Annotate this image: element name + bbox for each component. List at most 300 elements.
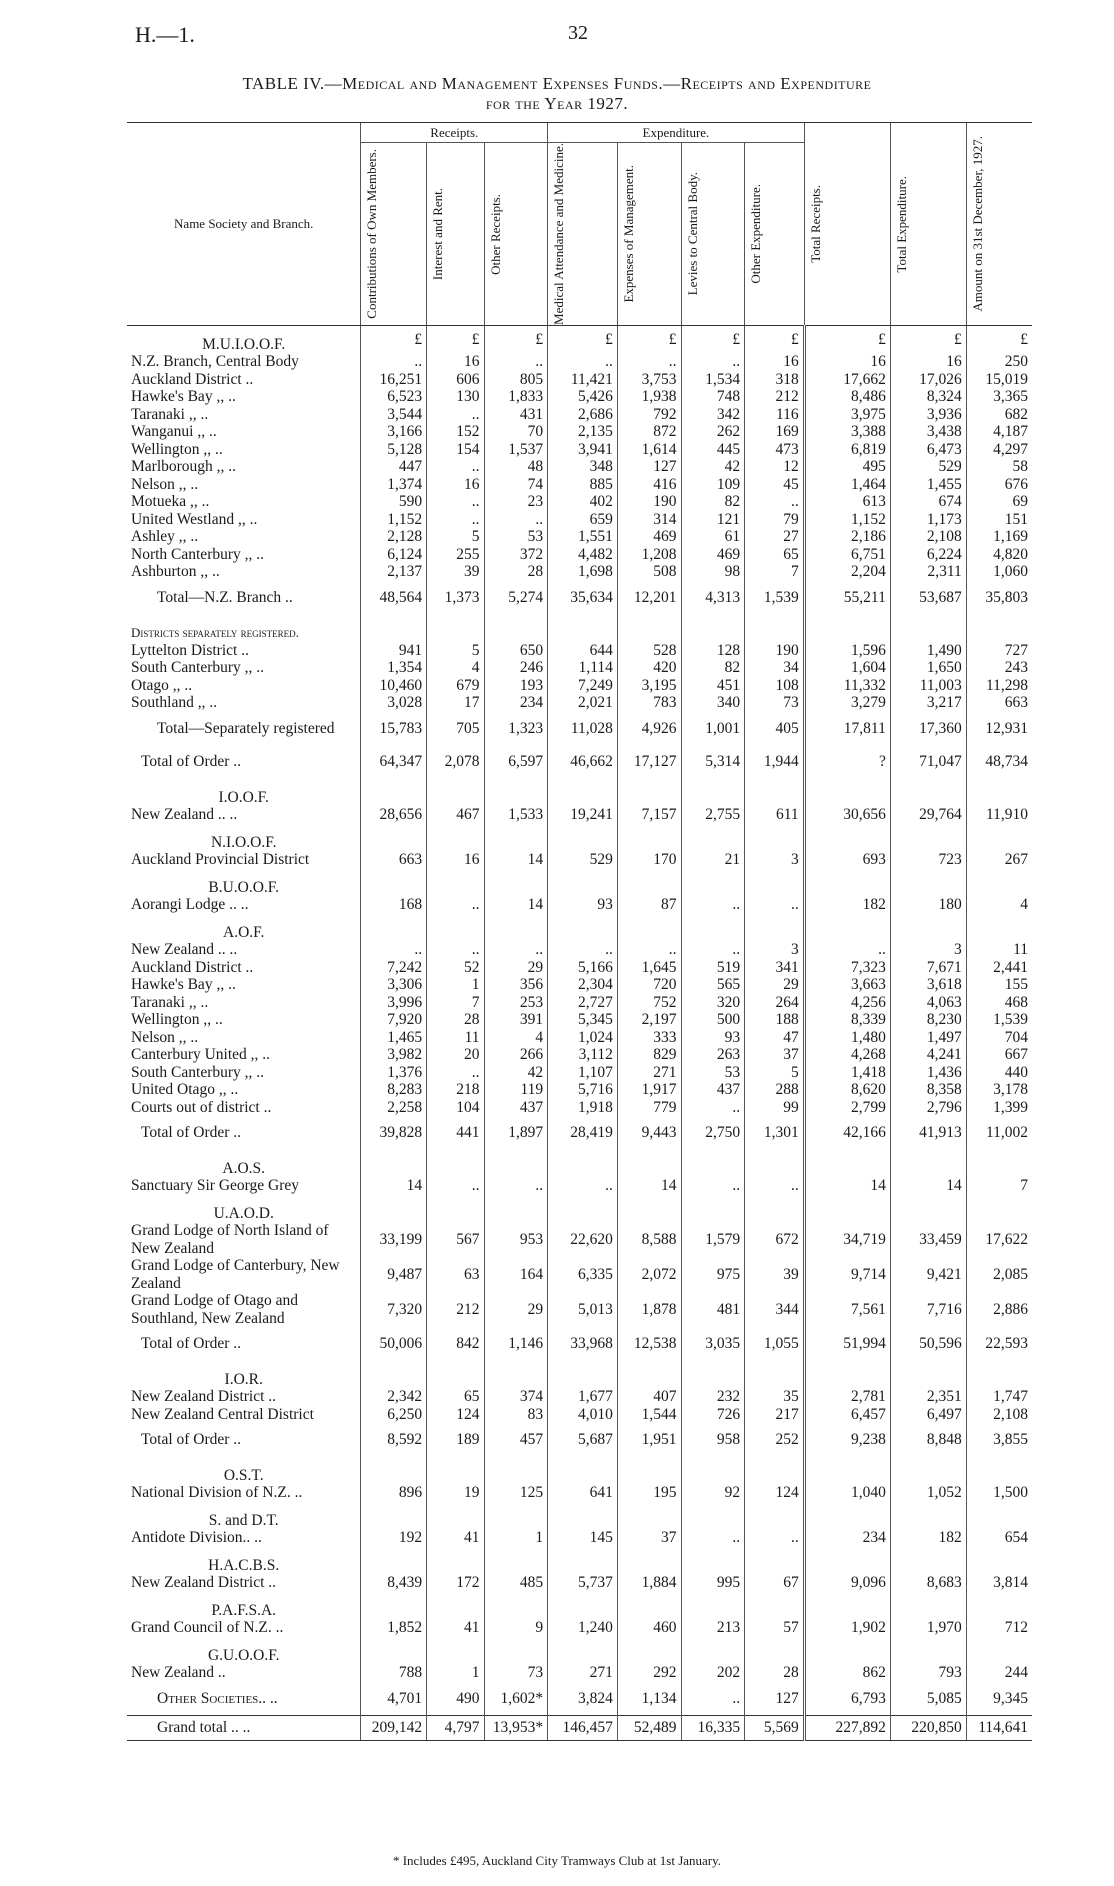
row-label: Total—N.Z. Branch .. — [157, 588, 293, 606]
cell-col-6: 469 — [681, 546, 745, 564]
cell-col-4: 5,426 — [548, 388, 618, 406]
cell-col-8: 6,793 — [804, 1682, 890, 1716]
cell-col-10: 4,820 — [966, 546, 1032, 564]
row-label: Canterbury United ,, .. — [131, 1046, 271, 1064]
cell-col-2: 19 — [427, 1484, 484, 1502]
cell-col-8: 2,186 — [804, 528, 890, 546]
cell-col-8: 2,799 — [804, 1099, 890, 1117]
cell-col-3: 74 — [484, 476, 548, 494]
col-interest-rent: Interest and Rent. — [430, 187, 446, 280]
cell-col-7: 188 — [745, 1011, 805, 1029]
cell-col-8: 16 — [804, 353, 890, 371]
cell-col-8: 9,096 — [804, 1574, 890, 1592]
cell-col-8 — [804, 1547, 890, 1575]
cell-col-8 — [804, 914, 890, 942]
cell-col-6 — [681, 1195, 745, 1223]
cell-col-9: 182 — [890, 1529, 966, 1547]
cell-col-3: 356 — [484, 976, 548, 994]
cell-col-9 — [890, 914, 966, 942]
cell-col-4: 5,687 — [548, 1423, 618, 1457]
cell-col-9: 1,497 — [890, 1029, 966, 1047]
group-heading-row — [127, 1195, 1032, 1223]
cell-col-2: 152 — [427, 423, 484, 441]
cell-col-4: £ — [548, 325, 618, 353]
cell-col-10 — [966, 824, 1032, 852]
cell-col-2 — [427, 1502, 484, 1530]
row-label: Motueka ,, .. — [131, 493, 210, 511]
cell-col-1: 2,258 — [361, 1099, 427, 1117]
cell-col-9: £ — [890, 325, 966, 353]
cell-col-6: 202 — [681, 1664, 745, 1682]
cell-col-10: 440 — [966, 1064, 1032, 1082]
row-label: Grand Lodge of North Island of New Zealand — [131, 1222, 329, 1257]
cell-col-7: 99 — [745, 1099, 805, 1117]
cell-col-2: 5 — [427, 642, 484, 660]
cell-col-7: 405 — [745, 712, 805, 746]
cell-col-2 — [427, 1637, 484, 1665]
row-label: A.O.S. — [222, 1159, 266, 1177]
cell-col-5: 292 — [617, 1664, 681, 1682]
cell-col-9: 674 — [890, 493, 966, 511]
cell-col-6: 61 — [681, 528, 745, 546]
total-row — [127, 1716, 1032, 1741]
cell-col-2: 63 — [427, 1257, 484, 1292]
cell-col-2: 7 — [427, 994, 484, 1012]
cell-col-5: 416 — [617, 476, 681, 494]
cell-col-5: 12,201 — [617, 581, 681, 615]
cell-col-6: 5,314 — [681, 745, 745, 779]
cell-col-7: 5,569 — [745, 1716, 805, 1741]
cell-col-3: 391 — [484, 1011, 548, 1029]
group-heading-row — [127, 1150, 1032, 1178]
cell-col-5: 37 — [617, 1529, 681, 1547]
cell-col-5: 1,917 — [617, 1081, 681, 1099]
cell-col-9: 50,596 — [890, 1327, 966, 1361]
cell-col-5 — [617, 779, 681, 807]
group-heading-row — [127, 1457, 1032, 1485]
cell-col-6: 995 — [681, 1574, 745, 1592]
cell-col-3 — [484, 1547, 548, 1575]
cell-col-10: 11,910 — [966, 806, 1032, 824]
cell-col-7: 1,944 — [745, 745, 805, 779]
cell-col-6 — [681, 1457, 745, 1485]
cell-col-2: .. — [427, 458, 484, 476]
row-label: Grand total .. .. — [127, 1716, 361, 1741]
cell-col-9 — [890, 869, 966, 897]
cell-col-6: .. — [681, 941, 745, 959]
cell-col-2: 172 — [427, 1574, 484, 1592]
row-label: Nelson ,, .. — [131, 475, 199, 493]
cell-col-4: 2,135 — [548, 423, 618, 441]
cell-col-2: .. — [427, 896, 484, 914]
cell-col-2: 104 — [427, 1099, 484, 1117]
cell-col-10: 4,297 — [966, 441, 1032, 459]
cell-col-7: 124 — [745, 1484, 805, 1502]
cell-col-1: 3,544 — [361, 406, 427, 424]
table-row — [127, 1011, 1032, 1029]
cell-col-2: 606 — [427, 371, 484, 389]
cell-col-6: 1,534 — [681, 371, 745, 389]
cell-col-3: 437 — [484, 1099, 548, 1117]
cell-col-9: 2,311 — [890, 563, 966, 581]
table-row — [127, 959, 1032, 977]
cell-col-6: 98 — [681, 563, 745, 581]
cell-col-4: 1,918 — [548, 1099, 618, 1117]
cell-col-10: 250 — [966, 353, 1032, 371]
cell-col-1: 10,460 — [361, 677, 427, 695]
cell-col-4: .. — [548, 353, 618, 371]
cell-col-1: 663 — [361, 851, 427, 869]
cell-col-6: 262 — [681, 423, 745, 441]
group-heading-row — [127, 914, 1032, 942]
cell-col-9 — [890, 824, 966, 852]
cell-col-5: 87 — [617, 896, 681, 914]
cell-col-3: £ — [484, 325, 548, 353]
cell-col-5: 752 — [617, 994, 681, 1012]
cell-col-4: 402 — [548, 493, 618, 511]
row-label: O.S.T. — [223, 1466, 264, 1484]
table-row — [127, 1574, 1032, 1592]
table-row — [127, 1222, 1032, 1257]
cell-col-2: 41 — [427, 1529, 484, 1547]
cell-col-6: 748 — [681, 388, 745, 406]
cell-col-10: 9,345 — [966, 1682, 1032, 1716]
table-row — [127, 1081, 1032, 1099]
cell-col-10: 4 — [966, 896, 1032, 914]
cell-col-7: 34 — [745, 659, 805, 677]
cell-col-6: 445 — [681, 441, 745, 459]
cell-col-3: .. — [484, 511, 548, 529]
cell-col-1: .. — [361, 941, 427, 959]
cell-col-1 — [361, 779, 427, 807]
cell-col-10: 663 — [966, 694, 1032, 712]
cell-col-10: 1,169 — [966, 528, 1032, 546]
cell-col-7: 47 — [745, 1029, 805, 1047]
cell-col-5: .. — [617, 353, 681, 371]
cell-col-1: 168 — [361, 896, 427, 914]
cell-col-7: 264 — [745, 994, 805, 1012]
cell-col-2: 212 — [427, 1292, 484, 1327]
cell-col-8: 3,975 — [804, 406, 890, 424]
cell-col-9: 6,224 — [890, 546, 966, 564]
col-contributions: Contributions of Own Members. — [364, 149, 380, 319]
cell-col-7 — [745, 824, 805, 852]
cell-col-5: 1,878 — [617, 1292, 681, 1327]
cell-col-5: 7,157 — [617, 806, 681, 824]
cell-col-3: 42 — [484, 1064, 548, 1082]
cell-col-9: 9,421 — [890, 1257, 966, 1292]
cell-col-4: 11,028 — [548, 712, 618, 746]
cell-col-8: 7,323 — [804, 959, 890, 977]
cell-col-5: 52,489 — [617, 1716, 681, 1741]
cell-col-7: 57 — [745, 1619, 805, 1637]
cell-col-3: 246 — [484, 659, 548, 677]
cell-col-10: 17,622 — [966, 1222, 1032, 1257]
cell-col-10: 2,085 — [966, 1257, 1032, 1292]
cell-col-2: 130 — [427, 388, 484, 406]
row-label: Auckland District .. — [131, 370, 254, 388]
cell-col-9: 53,687 — [890, 581, 966, 615]
table-row — [127, 511, 1032, 529]
cell-col-5: 460 — [617, 1619, 681, 1637]
cell-col-2 — [427, 1457, 484, 1485]
col-name-header: Name Society and Branch. — [127, 123, 361, 326]
cell-col-7: 341 — [745, 959, 805, 977]
cell-col-4 — [548, 1502, 618, 1530]
cell-col-6: 21 — [681, 851, 745, 869]
cell-col-9: 71,047 — [890, 745, 966, 779]
cell-col-10 — [966, 614, 1032, 642]
cell-col-4: 33,968 — [548, 1327, 618, 1361]
cell-col-5 — [617, 1195, 681, 1223]
cell-col-7: 45 — [745, 476, 805, 494]
cell-col-6: .. — [681, 353, 745, 371]
cell-col-4 — [548, 1195, 618, 1223]
cell-col-6: .. — [681, 896, 745, 914]
cell-col-7: £ — [745, 325, 805, 353]
table-row — [127, 1484, 1032, 1502]
cell-col-2: 2,078 — [427, 745, 484, 779]
cell-col-10: 2,108 — [966, 1406, 1032, 1424]
cell-col-7: 12 — [745, 458, 805, 476]
cell-col-4: 2,686 — [548, 406, 618, 424]
table-row — [127, 677, 1032, 695]
cell-col-3: 29 — [484, 1292, 548, 1327]
cell-col-1: .. — [361, 353, 427, 371]
cell-col-8: 11,332 — [804, 677, 890, 695]
cell-col-4: 11,421 — [548, 371, 618, 389]
cell-col-6 — [681, 914, 745, 942]
cell-col-6: 128 — [681, 642, 745, 660]
cell-col-5: 508 — [617, 563, 681, 581]
cell-col-6: 1,579 — [681, 1222, 745, 1257]
cell-col-4: 28,419 — [548, 1116, 618, 1150]
cell-col-5 — [617, 869, 681, 897]
cell-col-7: 37 — [745, 1046, 805, 1064]
cell-col-1 — [361, 1592, 427, 1620]
cell-col-8: 613 — [804, 493, 890, 511]
cell-col-6: .. — [681, 1682, 745, 1716]
table-row — [127, 1177, 1032, 1195]
cell-col-2: 255 — [427, 546, 484, 564]
row-label: Total—Separately registered — [157, 719, 335, 737]
footnote: * Includes £495, Auckland City Tramways Club at 1st January. — [392, 1853, 722, 1868]
cell-col-4: 1,240 — [548, 1619, 618, 1637]
cell-col-3: 1,146 — [484, 1327, 548, 1361]
cell-col-1: 8,592 — [361, 1423, 427, 1457]
row-label: I.O.O.F. — [218, 788, 269, 806]
cell-col-5 — [617, 1637, 681, 1665]
table-row — [127, 1257, 1032, 1292]
table-row — [127, 1292, 1032, 1327]
cell-col-6 — [681, 1592, 745, 1620]
cell-col-10 — [966, 1592, 1032, 1620]
cell-col-7 — [745, 1547, 805, 1575]
cell-col-3: 457 — [484, 1423, 548, 1457]
cell-col-10: 468 — [966, 994, 1032, 1012]
cell-col-6: 437 — [681, 1081, 745, 1099]
cell-col-4: 3,941 — [548, 441, 618, 459]
cell-col-5: 271 — [617, 1064, 681, 1082]
cell-col-8: 1,902 — [804, 1619, 890, 1637]
cell-col-10: 4,187 — [966, 423, 1032, 441]
cell-col-8: 227,892 — [804, 1716, 890, 1741]
cell-col-1: 39,828 — [361, 1116, 427, 1150]
row-label: Antidote Division.. .. — [131, 1529, 262, 1547]
row-label: Districts separately registered. — [131, 625, 299, 641]
cell-col-5: .. — [617, 941, 681, 959]
row-label: A.O.F. — [223, 923, 265, 941]
cell-col-10: 667 — [966, 1046, 1032, 1064]
row-label: Sanctuary Sir George Grey — [131, 1177, 300, 1195]
cell-col-1: 4,701 — [361, 1682, 427, 1716]
cell-col-1: 48,564 — [361, 581, 427, 615]
cell-col-3: 253 — [484, 994, 548, 1012]
cell-col-6: 2,750 — [681, 1116, 745, 1150]
cell-col-7: 1,301 — [745, 1116, 805, 1150]
cell-col-3: 28 — [484, 563, 548, 581]
cell-col-1: 941 — [361, 642, 427, 660]
table-row — [127, 1664, 1032, 1682]
table-row — [127, 353, 1032, 371]
cell-col-7: 3 — [745, 851, 805, 869]
cell-col-1: 1,465 — [361, 1029, 427, 1047]
col-amount-dec-31: Amount on 31st December, 1927. — [969, 136, 985, 312]
cell-col-8: 17,811 — [804, 712, 890, 746]
cell-col-2: 218 — [427, 1081, 484, 1099]
cell-col-5: 314 — [617, 511, 681, 529]
table-row — [127, 528, 1032, 546]
cell-col-10: 7 — [966, 1177, 1032, 1195]
report-code: H.—1. — [135, 22, 195, 47]
cell-col-9: 3,936 — [890, 406, 966, 424]
cell-col-6: 16,335 — [681, 1716, 745, 1741]
cell-col-2: .. — [427, 511, 484, 529]
cell-col-10: 11 — [966, 941, 1032, 959]
cell-col-6: 3,035 — [681, 1327, 745, 1361]
cell-col-2 — [427, 779, 484, 807]
cell-col-4: 2,727 — [548, 994, 618, 1012]
table-row — [127, 1099, 1032, 1117]
cell-col-2: 1 — [427, 976, 484, 994]
cell-col-9: 1,052 — [890, 1484, 966, 1502]
cell-col-10: 676 — [966, 476, 1032, 494]
cell-col-9 — [890, 1637, 966, 1665]
cell-col-9: 33,459 — [890, 1222, 966, 1257]
cell-col-9: 723 — [890, 851, 966, 869]
cell-col-10: 15,019 — [966, 371, 1032, 389]
row-label: S. and D.T. — [208, 1511, 279, 1529]
cell-col-1: 8,439 — [361, 1574, 427, 1592]
cell-col-5: 3,753 — [617, 371, 681, 389]
row-label: Grand Council of N.Z. .. — [131, 1619, 284, 1637]
row-label: United Otago ,, .. — [131, 1081, 239, 1099]
col-management: Expenses of Management. — [620, 165, 636, 303]
cell-col-5 — [617, 1150, 681, 1178]
cell-col-10: 12,931 — [966, 712, 1032, 746]
cell-col-1 — [361, 1637, 427, 1665]
table-row — [127, 371, 1032, 389]
cell-col-6: 958 — [681, 1423, 745, 1457]
cell-col-5: 1,645 — [617, 959, 681, 977]
cell-col-10: 243 — [966, 659, 1032, 677]
row-label: G.U.O.O.F. — [207, 1646, 280, 1664]
cell-col-3 — [484, 869, 548, 897]
row-label: Lyttelton District .. — [131, 641, 249, 659]
row-label: Aorangi Lodge .. .. — [131, 896, 249, 914]
cell-col-7: 79 — [745, 511, 805, 529]
table-row — [127, 1529, 1032, 1547]
cell-col-1: 2,137 — [361, 563, 427, 581]
cell-col-5: 12,538 — [617, 1327, 681, 1361]
cell-col-1: 64,347 — [361, 745, 427, 779]
cell-col-4: 4,010 — [548, 1406, 618, 1424]
total-row — [127, 712, 1032, 746]
cell-col-6 — [681, 1502, 745, 1530]
cell-col-6: 565 — [681, 976, 745, 994]
cell-col-3: 650 — [484, 642, 548, 660]
cell-col-10 — [966, 1361, 1032, 1389]
cell-col-5 — [617, 914, 681, 942]
cell-col-7: .. — [745, 896, 805, 914]
cell-col-6: 342 — [681, 406, 745, 424]
cell-col-5 — [617, 614, 681, 642]
cell-col-3 — [484, 614, 548, 642]
cell-col-8: 4,256 — [804, 994, 890, 1012]
cell-col-2: 16 — [427, 353, 484, 371]
cell-col-9: 2,108 — [890, 528, 966, 546]
cell-col-8 — [804, 1195, 890, 1223]
cell-col-2: 154 — [427, 441, 484, 459]
cell-col-8: 3,663 — [804, 976, 890, 994]
cell-col-1: 33,199 — [361, 1222, 427, 1257]
cell-col-10 — [966, 1195, 1032, 1223]
cell-col-1: 3,996 — [361, 994, 427, 1012]
cell-col-8: 9,714 — [804, 1257, 890, 1292]
cell-col-8: 8,620 — [804, 1081, 890, 1099]
cell-col-8: 9,238 — [804, 1423, 890, 1457]
cell-col-1: 447 — [361, 458, 427, 476]
row-label: Marlborough ,, .. — [131, 458, 237, 476]
cell-col-5: 1,938 — [617, 388, 681, 406]
cell-col-4: 93 — [548, 896, 618, 914]
cell-col-1: 7,920 — [361, 1011, 427, 1029]
cell-col-7: 1,539 — [745, 581, 805, 615]
cell-col-2 — [427, 1195, 484, 1223]
row-label: Courts out of district .. — [131, 1098, 272, 1116]
table-row — [127, 1064, 1032, 1082]
cell-col-10: 704 — [966, 1029, 1032, 1047]
cell-col-4: 1,698 — [548, 563, 618, 581]
cell-col-1: 9,487 — [361, 1257, 427, 1292]
row-label: Total of Order .. — [141, 1431, 242, 1449]
row-label: Wellington ,, .. — [131, 1011, 223, 1029]
cell-col-9: 793 — [890, 1664, 966, 1682]
cell-col-6 — [681, 614, 745, 642]
cell-col-1: 5,128 — [361, 441, 427, 459]
cell-col-1 — [361, 869, 427, 897]
cell-col-5 — [617, 824, 681, 852]
cell-col-6: £ — [681, 325, 745, 353]
table-row — [127, 941, 1032, 959]
table-row — [127, 1046, 1032, 1064]
cell-col-1: 16,251 — [361, 371, 427, 389]
cell-col-3: 14 — [484, 896, 548, 914]
cell-col-5: 2,197 — [617, 1011, 681, 1029]
cell-col-8 — [804, 614, 890, 642]
cell-col-6: 109 — [681, 476, 745, 494]
cell-col-1: 6,124 — [361, 546, 427, 564]
